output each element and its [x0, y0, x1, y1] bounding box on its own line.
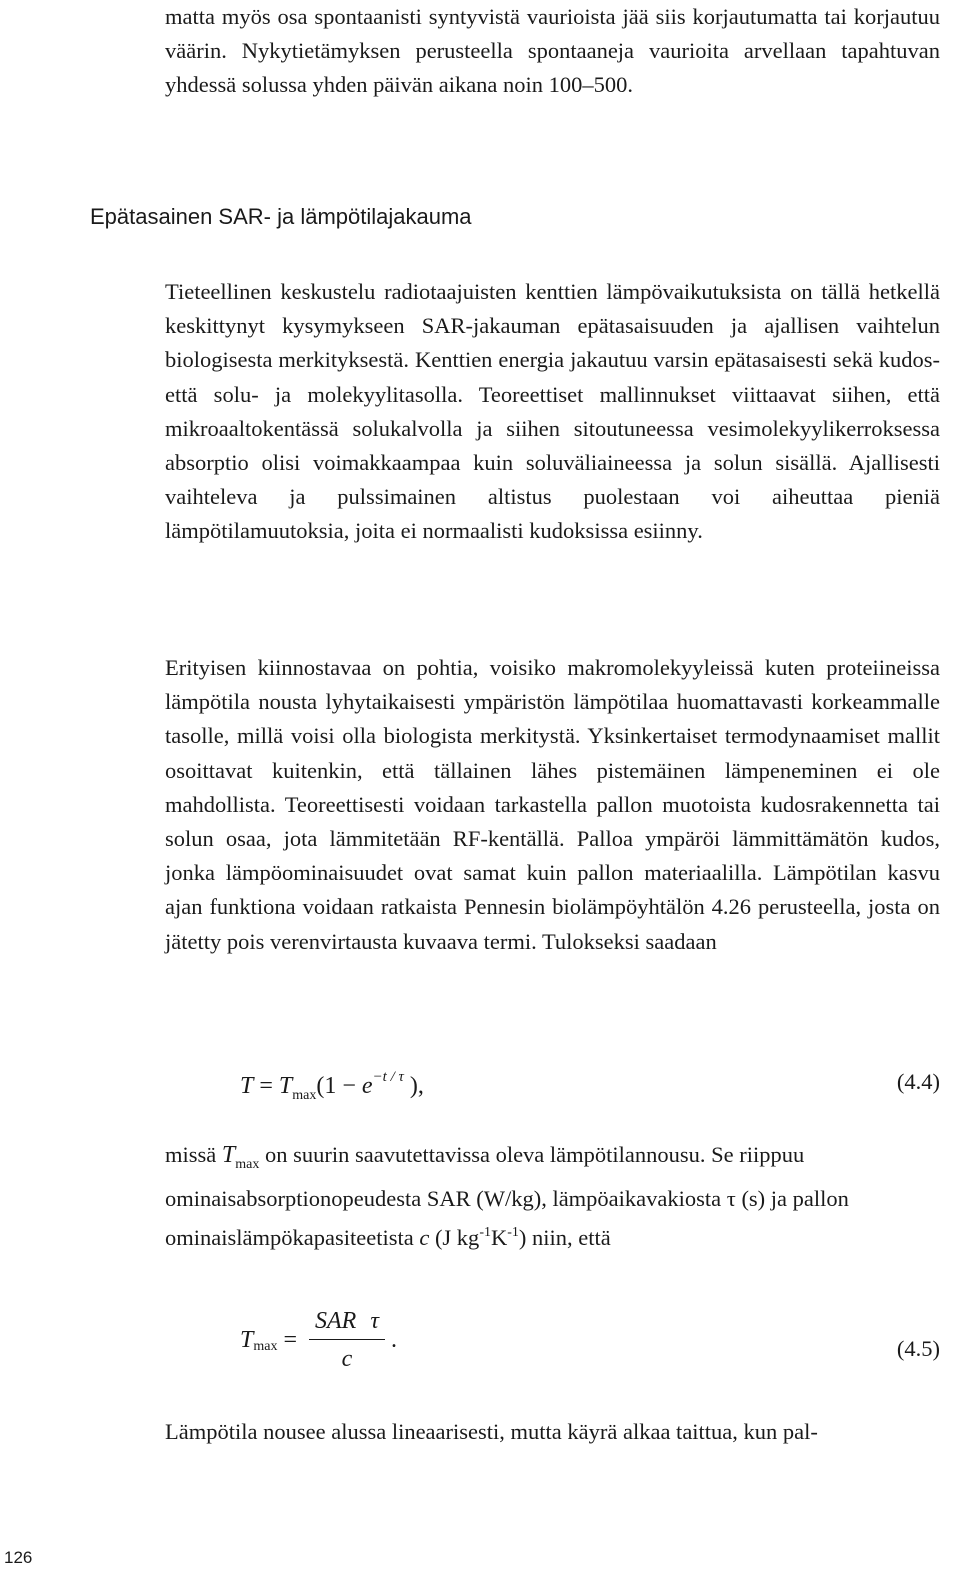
- eq2-lhs: T: [240, 1327, 254, 1353]
- paragraph-1: Tieteellinen keskustelu radiotaajuisten kenttien lämpövaikutuksista on tällä hetkellä keskittynyt kysymykseen SAR-jakauman epätasaisuuden ja ajallisen vaihtelun biologisesta merkityksestä. Kenttien energia jakautuu varsin epätasaisesti sekä kudos- että solu- ja molekyylitasolla. Teoreettiset mallinnukset viittaavat siihen, että mikroaaltokentässä solukalvolla ja siihen sitoutuneessa vesimolekyylikerroksessa absorptio olisi voimakkaampaa kuin soluväliaineessa ja solun sisällä. Ajallisesti vaihteleva ja pulssimainen altistus puolestaan voi aiheuttaa pieniä lämpötilamuutoksia, joita ei normaalisti kudoksissa esiinny.: [165, 279, 940, 544]
- equation-4-4-number: (4.4): [896, 1069, 940, 1094]
- p3-before: missä: [165, 1142, 222, 1167]
- eq1-e-sup: −t / τ: [372, 1069, 404, 1085]
- equation-4-5: [165, 1308, 940, 1398]
- eq1-e: e: [361, 1073, 373, 1099]
- p3-t-sub: max: [235, 1157, 260, 1172]
- p3-after-1: on suurin saavutettavissa oleva lämpötilannousu. Se riippuu ominaisabsorptionopeudesta SAR (W/kg), lämpöaikavakiosta: [165, 1142, 805, 1212]
- equation-4-5-number: (4.5): [896, 1336, 940, 1361]
- p3-t: T: [221, 1142, 236, 1168]
- eq1-lhs: T: [240, 1073, 254, 1099]
- eq2-numerator-sar: SAR: [315, 1308, 357, 1334]
- eq1-paren-open: (1 −: [316, 1073, 362, 1099]
- eq1-t-sub: max: [292, 1088, 317, 1103]
- eq2-numerator: [309, 1308, 385, 1340]
- eq2-lhs-sub: max: [253, 1338, 278, 1354]
- paragraph-2: Erityisen kiinnostavaa on pohtia, voisiko makromolekyyleissä kuten proteiineissa lämpötila nousta lyhytaikaisesti ympäristön lämpötilaa huomattavasti korkeammalle tasolle, millä voisi olla biologista merkitystä. Yksinkertaiset termodynaamiset mallit osoittavat kuitenkin, että tällainen lähes pistemäinen lämpeneminen ei ole mahdollista. Teoreettisesti voidaan tarkastella pallon muotoista kudosrakennetta tai solun osaa, jota lämmitetään RF-kentällä. Palloa ympäröi lämmittämätön kudos, jonka lämpöominaisuudet ovat samat kuin pallon materiaalilla. Lämpötilan kasvu ajan funktiona voidaan ratkaista Pennesin biolämpöyhtälön 4.26 perusteella, josta on jätetty pois verenvirtausta kuvaava termi. Tulokseksi saadaan: [165, 655, 940, 954]
- p3-after-2: (s) ja pallon ominaislämpökapasiteetista: [165, 1186, 849, 1251]
- eq2-equals: =: [277, 1327, 304, 1353]
- eq1-paren-close: ),: [403, 1073, 424, 1099]
- final-line: Lämpötila nousee alussa lineaarisesti, mutta käyrä alkaa taittua, kun pal-: [165, 1419, 818, 1444]
- page-number: 126: [4, 1548, 33, 1567]
- eq1-t: T: [278, 1073, 293, 1099]
- p3-sup-2: -1: [507, 1225, 519, 1241]
- eq2-numerator-tau: τ: [370, 1308, 379, 1334]
- eq2-denominator: c: [341, 1346, 353, 1372]
- equation-4-4: [165, 1069, 940, 1129]
- eq2-fraction: [309, 1308, 385, 1373]
- p3-sup-1: -1: [479, 1225, 491, 1241]
- eq1-equals: =: [253, 1073, 279, 1099]
- equation-4-4-expression: [240, 1069, 424, 1104]
- section-heading: Epätasainen SAR- ja lämpötilajakauma: [90, 204, 472, 229]
- p3-k: K: [490, 1225, 508, 1251]
- intro-paragraph: matta myös osa spontaanisti syntyvistä vaurioista jää siis korjautumatta tai korjautuu väärin. Nykytietämyksen perusteella spontaaneja vaurioita arvellaan tapahtuvan yhdessä solussa yhden päivän aikana noin 100–500.: [165, 4, 940, 98]
- paragraph-3: [165, 1138, 940, 1256]
- equation-4-5-expression: [240, 1308, 397, 1373]
- p3-c: c: [419, 1225, 430, 1251]
- eq2-end: .: [390, 1327, 397, 1353]
- p3-after-3: (J kg: [429, 1225, 480, 1251]
- p3-after-4: ) niin, että: [518, 1225, 611, 1251]
- p3-tau: τ: [726, 1186, 736, 1212]
